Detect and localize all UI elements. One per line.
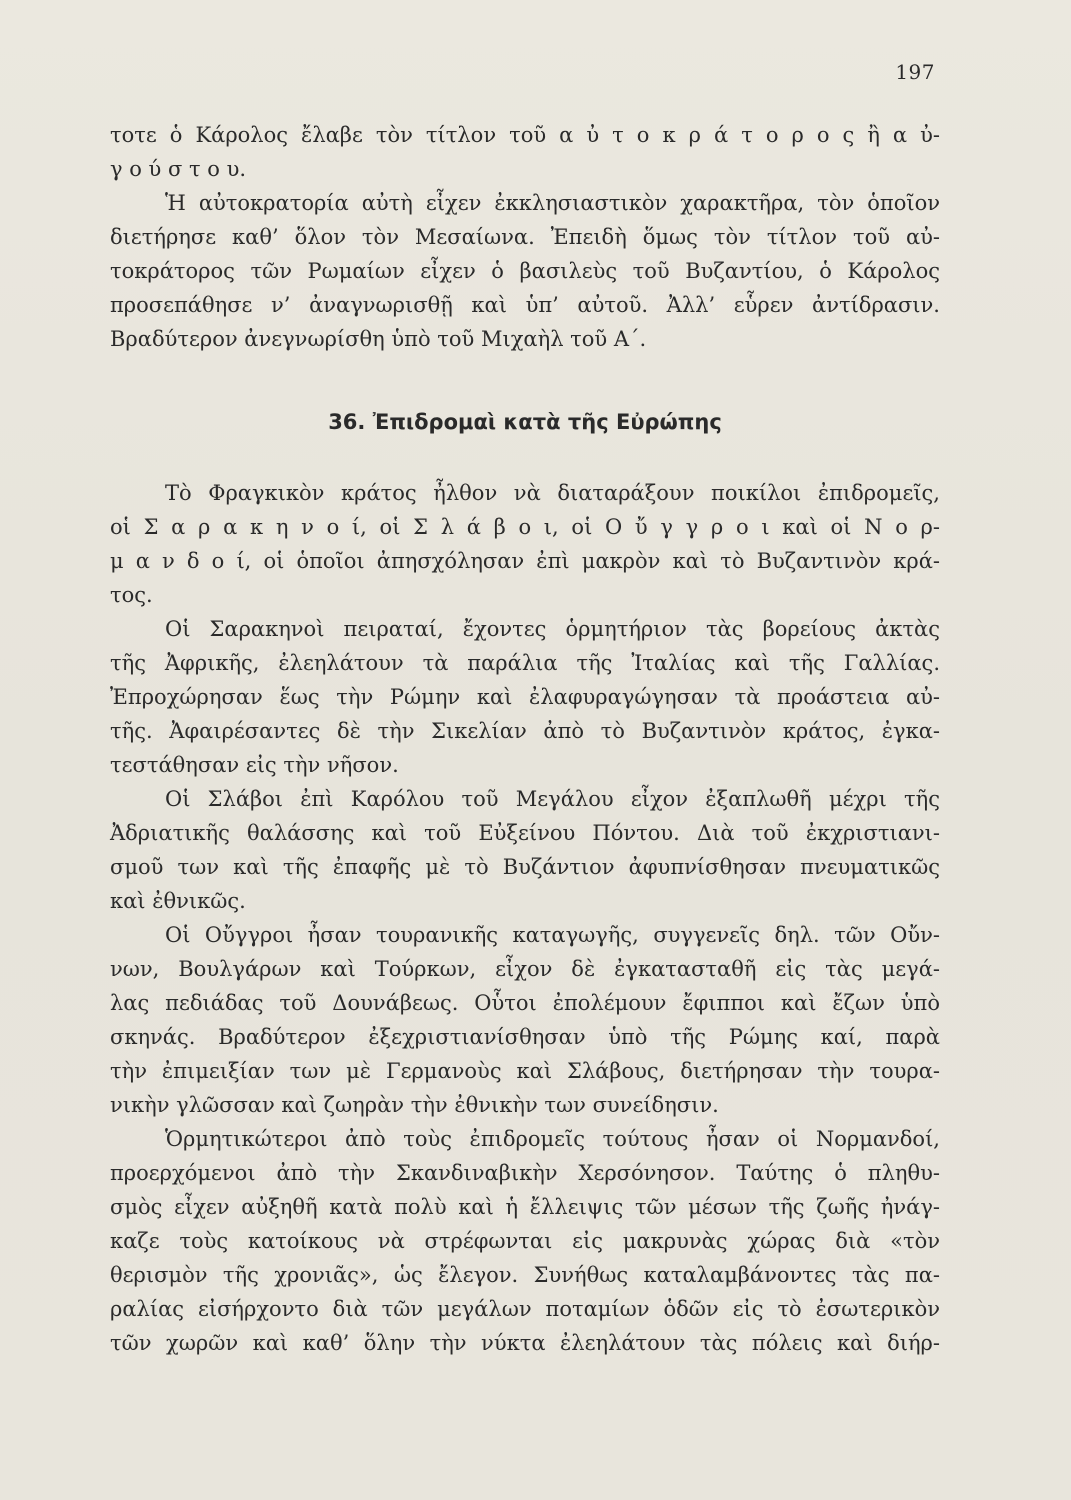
paragraphs-after-heading [110, 476, 940, 1360]
text-line: καζε τοὺς κατοίκους νὰ στρέφωνται εἰς μακρυνὰς χώρας διὰ «τὸν [110, 1229, 940, 1253]
text-line: τῆς. Ἀφαιρέσαντες δὲ τὴν Σικελίαν ἀπὸ τὸ Βυζαντινὸν κράτος, ἐγκα- [110, 719, 940, 743]
text-line: νων, Βουλγάρων καὶ Τούρκων, εἶχον δὲ ἐγκατασταθῆ εἰς τὰς μεγά- [110, 957, 940, 981]
text-line: τῆς Ἀφρικῆς, ἐλεηλάτουν τὰ παράλια τῆς Ἰταλίας καὶ τῆς Γαλλίας. [110, 651, 940, 675]
text-line: τοτε ὁ Κάρολος ἔλαβε τὸν τίτλον τοῦ α ὐ τ ο κ ρ ά τ ο ρ ο ς ἢ α ὐ- [110, 123, 940, 147]
text-line: ραλίας εἰσήρχοντο διὰ τῶν μεγάλων ποταμίων ὁδῶν εἰς τὸ ἐσωτερικὸν [110, 1297, 940, 1321]
text-line: γ ο ύ σ τ ο υ. [110, 157, 247, 181]
text-line: Ὁρμητικώτεροι ἀπὸ τοὺς ἐπιδρομεῖς τούτους ἦσαν οἱ Νορμανδοί, [165, 1127, 940, 1151]
text-line: διετήρησε καθ’ ὅλον τὸν Μεσαίωνα. Ἐπειδὴ ὅμως τὸν τίτλον τοῦ αὐ- [110, 225, 940, 249]
text-line: τῶν χωρῶν καὶ καθ’ ὅλην τὴν νύκτα ἐλεηλάτουν τὰς πόλεις καὶ διήρ- [110, 1331, 940, 1355]
text-line: Οἱ Σαρακηνοὶ πειραταί, ἔχοντες ὁρμητήριον τὰς βορείους ἀκτὰς [165, 617, 940, 641]
text-line: θερισμὸν τῆς χρονιᾶς», ὡς ἔλεγον. Συνήθως καταλαμβάνοντες τὰς πα- [110, 1263, 940, 1287]
text-line: λας πεδιάδας τοῦ Δουνάβεως. Οὗτοι ἐπολέμουν ἔφιπποι καὶ ἔζων ὑπὸ [110, 991, 940, 1015]
text-line: σκηνάς. Βραδύτερον ἐξεχριστιανίσθησαν ὑπὸ τῆς Ρώμης καί, παρὰ [110, 1025, 940, 1049]
text-line: σμὸς εἶχεν αὐξηθῆ κατὰ πολὺ καὶ ἡ ἔλλειψις τῶν μέσων τῆς ζωῆς ἠνάγ- [110, 1195, 940, 1219]
text-line: προερχόμενοι ἀπὸ τὴν Σκανδιναβικὴν Χερσόνησον. Ταύτης ὁ πληθυ- [110, 1161, 940, 1185]
page-number: 197 [895, 60, 935, 84]
text-line: Ἐπροχώρησαν ἕως τὴν Ρώμην καὶ ἐλαφυραγώγησαν τὰ προάστεια αὐ- [110, 685, 940, 709]
text-line: τοκράτορος τῶν Ρωμαίων εἶχεν ὁ βασιλεὺς τοῦ Βυζαντίου, ὁ Κάρολος [110, 259, 940, 283]
text-line: οἱ Σ α ρ α κ η ν ο ί, οἱ Σ λ ά β ο ι, οἱ Ο ὔ γ γ ρ ο ι καὶ οἱ Ν ο ρ- [110, 515, 940, 539]
text-line: τος. [110, 583, 153, 607]
text-line: Ἡ αὐτοκρατορία αὐτὴ εἶχεν ἐκκλησιαστικὸν χαρακτῆρα, τὸν ὁποῖον [165, 191, 940, 215]
text-line: μ α ν δ ο ί, οἱ ὁποῖοι ἀπησχόλησαν ἐπὶ μακρὸν καὶ τὸ Βυζαντινὸν κρά- [110, 549, 940, 573]
text-line: Τὸ Φραγκικὸν κράτος ἦλθον νὰ διαταράξουν ποικίλοι ἐπιδρομεῖς, [165, 481, 940, 505]
body-text [110, 118, 940, 1360]
text-line: τεστάθησαν εἰς τὴν νῆσον. [110, 753, 399, 777]
text-line: τὴν ἐπιμειξίαν των μὲ Γερμανοὺς καὶ Σλάβους, διετήρησαν τὴν τουρα- [110, 1059, 940, 1083]
text-line: Οἱ Σλάβοι ἐπὶ Καρόλου τοῦ Μεγάλου εἶχον ἐξαπλωθῆ μέχρι τῆς [165, 787, 940, 811]
text-line: Ἀδριατικῆς θαλάσσης καὶ τοῦ Εὐξείνου Πόντου. Διὰ τοῦ ἐκχριστιανι- [110, 821, 940, 845]
text-line: Βραδύτερον ἀνεγνωρίσθη ὑπὸ τοῦ Μιχαὴλ τοῦ Α΄. [110, 327, 647, 351]
text-line: Οἱ Οὔγγροι ἦσαν τουρανικῆς καταγωγῆς, συγγενεῖς δηλ. τῶν Οὔν- [165, 923, 940, 947]
text-line: νικὴν γλῶσσαν καὶ ζωηρὰν τὴν ἐθνικὴν των συνείδησιν. [110, 1093, 719, 1117]
section-heading: 36. Ἐπιδρομαὶ κατὰ τῆς Εὐρώπης [328, 410, 722, 434]
text-line: προσεπάθησε ν’ ἀναγνωρισθῇ καὶ ὑπ’ αὐτοῦ. Ἀλλ’ εὗρεν ἀντίδρασιν. [110, 293, 940, 317]
paragraphs-before-heading [110, 118, 940, 356]
text-line: καὶ ἐθνικῶς. [110, 889, 246, 913]
text-line: σμοῦ των καὶ τῆς ἐπαφῆς μὲ τὸ Βυζάντιον ἀφυπνίσθησαν πνευματικῶς [110, 855, 940, 879]
